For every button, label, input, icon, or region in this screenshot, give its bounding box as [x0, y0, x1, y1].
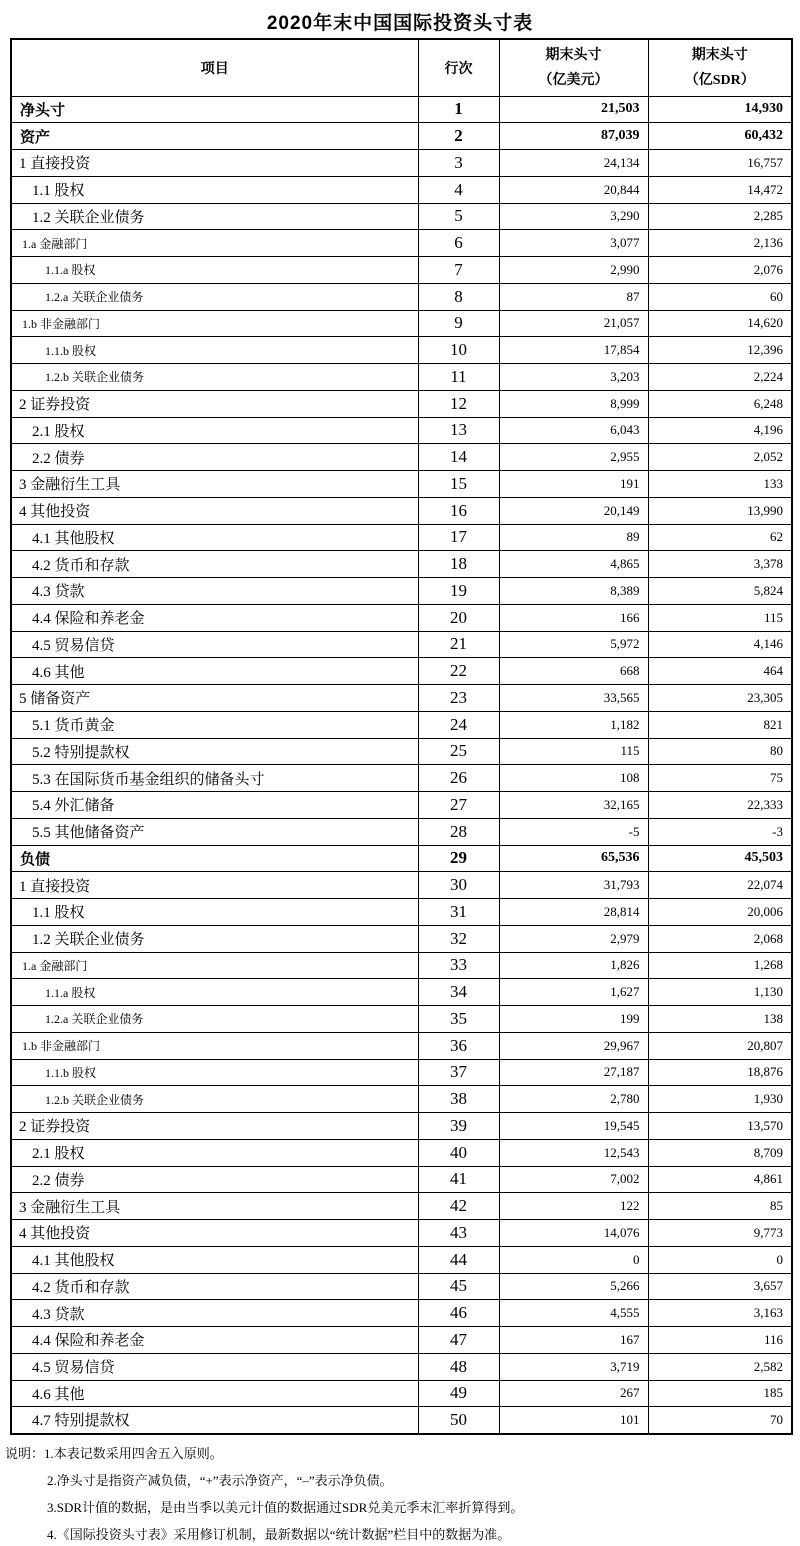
line-number-cell: 30: [418, 872, 499, 899]
item-cell: 3 金融衍生工具: [11, 471, 418, 498]
usd-value-cell: 65,536: [499, 845, 648, 872]
item-cell: 1.1 股权: [11, 899, 418, 926]
sdr-value-cell: 22,074: [648, 872, 792, 899]
usd-value-cell: 12,543: [499, 1139, 648, 1166]
line-number-cell: 37: [418, 1059, 499, 1086]
line-number-cell: 24: [418, 711, 499, 738]
line-number-cell: 1: [418, 96, 499, 123]
line-number-cell: 7: [418, 257, 499, 284]
sdr-value-cell: 1,130: [648, 979, 792, 1006]
table-row: [11, 203, 792, 230]
line-number-cell: 49: [418, 1380, 499, 1407]
usd-value-cell: 87,039: [499, 123, 648, 150]
table-row: [11, 872, 792, 899]
table-row: [11, 123, 792, 150]
line-number-cell: 32: [418, 925, 499, 952]
table-row: [11, 150, 792, 177]
usd-value-cell: 4,555: [499, 1300, 648, 1327]
sdr-value-cell: 2,068: [648, 925, 792, 952]
line-number-cell: 41: [418, 1166, 499, 1193]
sdr-value-cell: 2,224: [648, 364, 792, 391]
header-sdr-title: 期末头寸: [691, 47, 748, 63]
line-number-cell: 5: [418, 203, 499, 230]
item-cell: 4.2 货币和存款: [11, 1273, 418, 1300]
item-cell: 1 直接投资: [11, 150, 418, 177]
line-number-cell: 29: [418, 845, 499, 872]
item-cell: 1.2.a 关联企业债务: [11, 1006, 418, 1033]
sdr-value-cell: 115: [648, 604, 792, 631]
usd-value-cell: 5,972: [499, 631, 648, 658]
usd-value-cell: 27,187: [499, 1059, 648, 1086]
usd-value-cell: 29,967: [499, 1032, 648, 1059]
usd-value-cell: 20,844: [499, 176, 648, 203]
header-item: 项目: [11, 39, 418, 96]
usd-value-cell: 6,043: [499, 417, 648, 444]
item-cell: 资产: [11, 123, 418, 150]
usd-value-cell: 2,979: [499, 925, 648, 952]
table-row: [11, 658, 792, 685]
sdr-value-cell: 13,990: [648, 497, 792, 524]
table-row: [11, 1139, 792, 1166]
usd-value-cell: 87: [499, 283, 648, 310]
item-cell: 1.1.a 股权: [11, 979, 418, 1006]
sdr-value-cell: 821: [648, 711, 792, 738]
line-number-cell: 4: [418, 176, 499, 203]
table-row: [11, 337, 792, 364]
usd-value-cell: 108: [499, 765, 648, 792]
line-number-cell: 36: [418, 1032, 499, 1059]
table-row: [11, 444, 792, 471]
table-row: [11, 685, 792, 712]
table-row: [11, 631, 792, 658]
line-number-cell: 35: [418, 1006, 499, 1033]
usd-value-cell: 8,389: [499, 578, 648, 605]
item-cell: 4.4 保险和养老金: [11, 1327, 418, 1354]
item-cell: 2 证券投资: [11, 1113, 418, 1140]
item-cell: 1.a 金融部门: [11, 952, 418, 979]
table-row: [11, 1220, 792, 1247]
line-number-cell: 21: [418, 631, 499, 658]
sdr-value-cell: -3: [648, 818, 792, 845]
line-number-cell: 26: [418, 765, 499, 792]
usd-value-cell: 115: [499, 738, 648, 765]
sdr-value-cell: 14,472: [648, 176, 792, 203]
line-number-cell: 39: [418, 1113, 499, 1140]
usd-value-cell: 32,165: [499, 792, 648, 819]
usd-value-cell: 267: [499, 1380, 648, 1407]
table-row: [11, 283, 792, 310]
sdr-value-cell: 1,268: [648, 952, 792, 979]
line-number-cell: 34: [418, 979, 499, 1006]
sdr-value-cell: 12,396: [648, 337, 792, 364]
table-row: [11, 230, 792, 257]
table-row: [11, 417, 792, 444]
line-number-cell: 38: [418, 1086, 499, 1113]
table-row: [11, 1006, 792, 1033]
item-cell: 2.1 股权: [11, 417, 418, 444]
item-cell: 4 其他投资: [11, 497, 418, 524]
sdr-value-cell: 2,076: [648, 257, 792, 284]
table-row: [11, 471, 792, 498]
item-cell: 5.2 特别提款权: [11, 738, 418, 765]
item-cell: 1 直接投资: [11, 872, 418, 899]
item-cell: 2.2 债券: [11, 1166, 418, 1193]
header-sdr-unit: （亿SDR）: [684, 72, 755, 88]
table-row: [11, 792, 792, 819]
item-cell: 1.1 股权: [11, 176, 418, 203]
page-title: 2020年末中国国际投资头寸表: [266, 13, 534, 34]
item-cell: 1.2.b 关联企业债务: [11, 364, 418, 391]
line-number-cell: 17: [418, 524, 499, 551]
sdr-value-cell: 2,582: [648, 1353, 792, 1380]
line-number-cell: 50: [418, 1407, 499, 1434]
sdr-value-cell: 4,861: [648, 1166, 792, 1193]
table-row: [11, 1353, 792, 1380]
usd-value-cell: 101: [499, 1407, 648, 1434]
sdr-value-cell: 60: [648, 283, 792, 310]
sdr-value-cell: 2,052: [648, 444, 792, 471]
sdr-value-cell: 0: [648, 1246, 792, 1273]
item-cell: 4.5 贸易信贷: [11, 631, 418, 658]
item-cell: 4.1 其他股权: [11, 524, 418, 551]
item-cell: 1.2 关联企业债务: [11, 203, 418, 230]
table-row: [11, 1113, 792, 1140]
sdr-value-cell: 464: [648, 658, 792, 685]
sdr-value-cell: 22,333: [648, 792, 792, 819]
note-line: [5, 1467, 795, 1494]
table-row: [11, 1327, 792, 1354]
item-cell: 净头寸: [11, 96, 418, 123]
table-row: [11, 1273, 792, 1300]
header-sdr: [648, 39, 792, 96]
table-row: [11, 1246, 792, 1273]
item-cell: 2.1 股权: [11, 1139, 418, 1166]
usd-value-cell: 28,814: [499, 899, 648, 926]
line-number-cell: 8: [418, 283, 499, 310]
header-line-number: 行次: [418, 39, 499, 96]
table-row: [11, 364, 792, 391]
table-row: [11, 551, 792, 578]
usd-value-cell: 5,266: [499, 1273, 648, 1300]
usd-value-cell: 1,627: [499, 979, 648, 1006]
line-number-cell: 48: [418, 1353, 499, 1380]
usd-value-cell: 668: [499, 658, 648, 685]
table-row: [11, 952, 792, 979]
line-number-cell: 42: [418, 1193, 499, 1220]
item-cell: 4.7 特别提款权: [11, 1407, 418, 1434]
usd-value-cell: 2,990: [499, 257, 648, 284]
usd-value-cell: 2,780: [499, 1086, 648, 1113]
sdr-value-cell: 133: [648, 471, 792, 498]
item-cell: 4.4 保险和养老金: [11, 604, 418, 631]
usd-value-cell: 4,865: [499, 551, 648, 578]
usd-value-cell: 31,793: [499, 872, 648, 899]
table-row: [11, 925, 792, 952]
item-cell: 4.2 货币和存款: [11, 551, 418, 578]
line-number-cell: 33: [418, 952, 499, 979]
sdr-value-cell: 16,757: [648, 150, 792, 177]
table-row: [11, 1032, 792, 1059]
usd-value-cell: 21,503: [499, 96, 648, 123]
note-line: [5, 1440, 795, 1467]
sdr-value-cell: 23,305: [648, 685, 792, 712]
sdr-value-cell: 62: [648, 524, 792, 551]
sdr-value-cell: 85: [648, 1193, 792, 1220]
header-row: [11, 39, 792, 96]
item-cell: 1.2.b 关联企业债务: [11, 1086, 418, 1113]
table-row: [11, 899, 792, 926]
line-number-cell: 3: [418, 150, 499, 177]
sdr-value-cell: 3,378: [648, 551, 792, 578]
sdr-value-cell: 4,196: [648, 417, 792, 444]
sdr-value-cell: 70: [648, 1407, 792, 1434]
line-number-cell: 16: [418, 497, 499, 524]
sdr-value-cell: 60,432: [648, 123, 792, 150]
usd-value-cell: 8,999: [499, 390, 648, 417]
sdr-value-cell: 9,773: [648, 1220, 792, 1247]
iip-table: [10, 38, 793, 1435]
table-body: [11, 96, 792, 1434]
table-row: [11, 738, 792, 765]
item-cell: 4 其他投资: [11, 1220, 418, 1247]
sdr-value-cell: 80: [648, 738, 792, 765]
usd-value-cell: 3,290: [499, 203, 648, 230]
item-cell: 1.b 非金融部门: [11, 1032, 418, 1059]
line-number-cell: 11: [418, 364, 499, 391]
usd-value-cell: 167: [499, 1327, 648, 1354]
usd-value-cell: 191: [499, 471, 648, 498]
sdr-value-cell: 116: [648, 1327, 792, 1354]
sdr-value-cell: 3,657: [648, 1273, 792, 1300]
sdr-value-cell: 138: [648, 1006, 792, 1033]
usd-value-cell: -5: [499, 818, 648, 845]
sdr-value-cell: 6,248: [648, 390, 792, 417]
line-number-cell: 2: [418, 123, 499, 150]
sdr-value-cell: 185: [648, 1380, 792, 1407]
item-cell: 1.a 金融部门: [11, 230, 418, 257]
line-number-cell: 47: [418, 1327, 499, 1354]
sdr-value-cell: 2,285: [648, 203, 792, 230]
sdr-value-cell: 75: [648, 765, 792, 792]
sdr-value-cell: 14,930: [648, 96, 792, 123]
item-cell: 5.1 货币黄金: [11, 711, 418, 738]
usd-value-cell: 199: [499, 1006, 648, 1033]
item-cell: 1.2.a 关联企业债务: [11, 283, 418, 310]
line-number-cell: 14: [418, 444, 499, 471]
table-row: [11, 1086, 792, 1113]
item-cell: 5.4 外汇储备: [11, 792, 418, 819]
table-header: [11, 39, 792, 96]
sdr-value-cell: 18,876: [648, 1059, 792, 1086]
usd-value-cell: 3,077: [499, 230, 648, 257]
item-cell: 4.5 贸易信贷: [11, 1353, 418, 1380]
item-cell: 负债: [11, 845, 418, 872]
line-number-cell: 40: [418, 1139, 499, 1166]
table-row: [11, 578, 792, 605]
line-number-cell: 12: [418, 390, 499, 417]
header-usd-title: 期末头寸: [545, 47, 602, 63]
table-row: [11, 845, 792, 872]
usd-value-cell: 0: [499, 1246, 648, 1273]
table-row: [11, 604, 792, 631]
header-usd-unit: （亿美元）: [538, 72, 609, 88]
table-row: [11, 1059, 792, 1086]
table-row: [11, 765, 792, 792]
usd-value-cell: 24,134: [499, 150, 648, 177]
sdr-value-cell: 2,136: [648, 230, 792, 257]
sdr-value-cell: 13,570: [648, 1113, 792, 1140]
usd-value-cell: 33,565: [499, 685, 648, 712]
usd-value-cell: 21,057: [499, 310, 648, 337]
line-number-cell: 31: [418, 899, 499, 926]
item-cell: 2.2 债券: [11, 444, 418, 471]
note-text: 4.《国际投资头寸表》采用修订机制，最新数据以“统计数据”栏目中的数据为准。: [47, 1526, 511, 1542]
table-row: [11, 390, 792, 417]
usd-value-cell: 14,076: [499, 1220, 648, 1247]
item-cell: 4.6 其他: [11, 1380, 418, 1407]
usd-value-cell: 19,545: [499, 1113, 648, 1140]
item-cell: 3 金融衍生工具: [11, 1193, 418, 1220]
note-line: [5, 1521, 795, 1546]
sdr-value-cell: 20,807: [648, 1032, 792, 1059]
line-number-cell: 45: [418, 1273, 499, 1300]
table-row: [11, 257, 792, 284]
item-cell: 4.3 贷款: [11, 578, 418, 605]
item-cell: 1.b 非金融部门: [11, 310, 418, 337]
line-number-cell: 10: [418, 337, 499, 364]
sdr-value-cell: 8,709: [648, 1139, 792, 1166]
table-row: [11, 176, 792, 203]
line-number-cell: 20: [418, 604, 499, 631]
line-number-cell: 46: [418, 1300, 499, 1327]
table-row: [11, 1166, 792, 1193]
table-row: [11, 497, 792, 524]
usd-value-cell: 89: [499, 524, 648, 551]
usd-value-cell: 3,719: [499, 1353, 648, 1380]
line-number-cell: 43: [418, 1220, 499, 1247]
line-number-cell: 23: [418, 685, 499, 712]
usd-value-cell: 122: [499, 1193, 648, 1220]
line-number-cell: 27: [418, 792, 499, 819]
table-row: [11, 979, 792, 1006]
line-number-cell: 44: [418, 1246, 499, 1273]
note-text: 3.SDR计值的数据，是由当季以美元计值的数据通过SDR兑美元季末汇率折算得到。: [47, 1499, 524, 1515]
usd-value-cell: 1,826: [499, 952, 648, 979]
notes-prefix: 说明：: [5, 1445, 45, 1461]
item-cell: 2 证券投资: [11, 390, 418, 417]
table-row: [11, 818, 792, 845]
line-number-cell: 19: [418, 578, 499, 605]
line-number-cell: 9: [418, 310, 499, 337]
table-row: [11, 524, 792, 551]
item-cell: 1.2 关联企业债务: [11, 925, 418, 952]
table-row: [11, 711, 792, 738]
header-usd: [499, 39, 648, 96]
item-cell: 5.5 其他储备资产: [11, 818, 418, 845]
line-number-cell: 28: [418, 818, 499, 845]
table-row: [11, 310, 792, 337]
sdr-value-cell: 14,620: [648, 310, 792, 337]
note-line: [5, 1494, 795, 1521]
line-number-cell: 22: [418, 658, 499, 685]
line-number-cell: 15: [418, 471, 499, 498]
item-cell: 4.6 其他: [11, 658, 418, 685]
notes: [5, 1440, 795, 1546]
usd-value-cell: 20,149: [499, 497, 648, 524]
note-text: 2.净头寸是指资产减负债，“+”表示净资产，“–”表示净负债。: [47, 1472, 393, 1488]
item-cell: 1.1.b 股权: [11, 1059, 418, 1086]
item-cell: 5.3 在国际货币基金组织的储备头寸: [11, 765, 418, 792]
line-number-cell: 25: [418, 738, 499, 765]
table-row: [11, 1193, 792, 1220]
table-row: [11, 1407, 792, 1434]
table-row: [11, 1300, 792, 1327]
sdr-value-cell: 3,163: [648, 1300, 792, 1327]
sdr-value-cell: 20,006: [648, 899, 792, 926]
usd-value-cell: 17,854: [499, 337, 648, 364]
item-cell: 5 储备资产: [11, 685, 418, 712]
item-cell: 4.3 贷款: [11, 1300, 418, 1327]
usd-value-cell: 3,203: [499, 364, 648, 391]
item-cell: 4.1 其他股权: [11, 1246, 418, 1273]
sdr-value-cell: 5,824: [648, 578, 792, 605]
sdr-value-cell: 1,930: [648, 1086, 792, 1113]
item-cell: 1.1.a 股权: [11, 257, 418, 284]
usd-value-cell: 166: [499, 604, 648, 631]
item-cell: 1.1.b 股权: [11, 337, 418, 364]
line-number-cell: 18: [418, 551, 499, 578]
table-row: [11, 96, 792, 123]
table-row: [11, 1380, 792, 1407]
sdr-value-cell: 45,503: [648, 845, 792, 872]
usd-value-cell: 7,002: [499, 1166, 648, 1193]
usd-value-cell: 2,955: [499, 444, 648, 471]
note-text: 1.本表记数采用四舍五入原则。: [44, 1445, 223, 1461]
usd-value-cell: 1,182: [499, 711, 648, 738]
sdr-value-cell: 4,146: [648, 631, 792, 658]
line-number-cell: 13: [418, 417, 499, 444]
line-number-cell: 6: [418, 230, 499, 257]
